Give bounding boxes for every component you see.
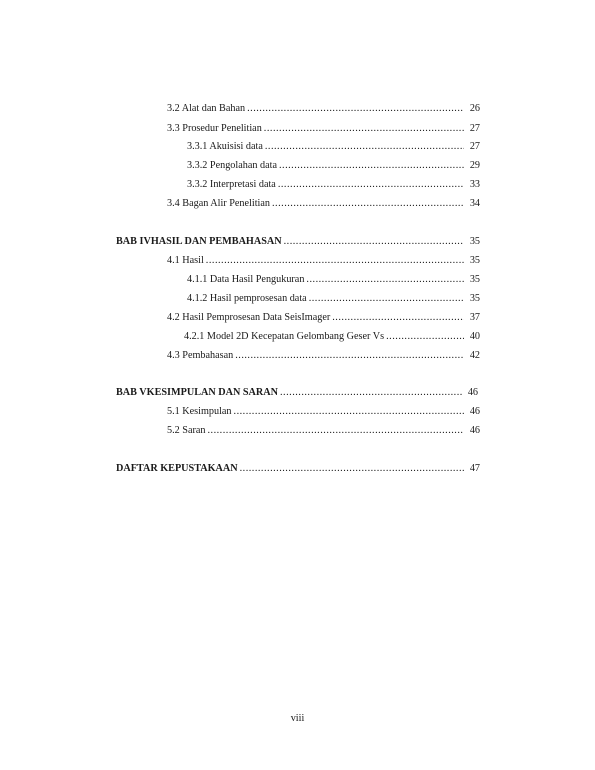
toc-entry-page: 47: [469, 463, 480, 474]
toc-entry-label: 3.3.2 Pengolahan data: [187, 160, 277, 171]
toc-entry-label: 3.3.2 Interpretasi data: [187, 179, 276, 190]
toc-entry-page: 33: [469, 179, 480, 190]
toc-entry-3-3-1[interactable]: [187, 141, 480, 153]
toc-entry-label: 5.1 Kesimpulan: [167, 406, 232, 417]
chapter-number: BAB V: [116, 387, 147, 398]
dot-leader: [206, 255, 464, 267]
toc-entry-page: 35: [469, 236, 480, 247]
toc-entry-4-2[interactable]: [167, 312, 480, 324]
toc-entry-page: 34: [469, 198, 480, 209]
toc-entry-page: 35: [469, 255, 480, 266]
chapter-number: BAB IV: [116, 236, 151, 247]
dot-leader: [332, 312, 464, 324]
toc-entry-page: 46: [469, 425, 480, 436]
toc-entry-4-1-2[interactable]: [187, 293, 480, 305]
dot-leader: [240, 463, 464, 475]
toc-entry-page: 40: [469, 331, 480, 342]
toc-chapter-bab-v[interactable]: [116, 387, 478, 399]
dot-leader: [265, 141, 464, 153]
dot-leader: [247, 103, 464, 115]
dot-leader: [264, 123, 464, 135]
toc-entry-4-3[interactable]: [167, 350, 480, 362]
chapter-title: KESIMPULAN DAN SARAN: [146, 387, 278, 398]
toc-entry-page: 37: [469, 312, 480, 323]
toc-entry-page: 29: [469, 160, 480, 171]
dot-leader: [309, 293, 464, 305]
toc-entry-page: 35: [469, 274, 480, 285]
toc-entry-page: 26: [469, 103, 480, 114]
dot-leader: [280, 387, 462, 399]
toc-entry-page: 46: [467, 387, 478, 398]
toc-entry-3-3[interactable]: [167, 123, 480, 135]
toc-entry-label: 3.3.1 Akuisisi data: [187, 141, 263, 152]
toc-entry-3-3-2-interpretasi[interactable]: [187, 179, 480, 191]
toc-entry-3-3-2-pengolahan[interactable]: [187, 160, 480, 172]
toc-entry-3-2[interactable]: [167, 103, 480, 115]
toc-entry-label: 4.1.1 Data Hasil Pengukuran: [187, 274, 305, 285]
toc-entry-label: 3.3 Prosedur Penelitian: [167, 123, 262, 134]
toc-entry-page: 42: [469, 350, 480, 361]
toc-entry-label: 4.2 Hasil Pemprosesan Data SeisImager: [167, 312, 331, 323]
toc-entry-page: 27: [469, 123, 480, 134]
toc-chapter-bab-iv[interactable]: [116, 236, 480, 248]
toc-entry-4-2-1[interactable]: [184, 331, 480, 343]
toc-entry-label: 3.4 Bagan Alir Penelitian: [167, 198, 270, 209]
dot-leader: [279, 160, 464, 172]
toc-entry-page: 27: [469, 141, 480, 152]
dot-leader: [235, 350, 464, 362]
toc-entry-label: DAFTAR KEPUSTAKAAN: [116, 463, 238, 474]
toc-entry-4-1[interactable]: [167, 255, 480, 267]
dot-leader: [278, 179, 464, 191]
dot-leader: [207, 425, 464, 437]
toc-entry-daftar-kepustakaan[interactable]: [116, 463, 480, 475]
dot-leader: [284, 236, 464, 248]
page-number: viii: [290, 713, 305, 724]
chapter-title: HASIL DAN PEMBAHASAN: [150, 236, 282, 247]
dot-leader: [272, 198, 464, 210]
toc-entry-label: 4.2.1 Model 2D Kecepatan Gelombang Geser Vs: [184, 331, 385, 342]
dot-leader: [306, 274, 464, 286]
toc-entry-5-2[interactable]: [167, 425, 480, 437]
toc-entry-4-1-1[interactable]: [187, 274, 480, 286]
toc-entry-label: 3.2 Alat dan Bahan: [167, 103, 246, 114]
dot-leader: [386, 331, 464, 343]
toc-entry-label: 5.2 Saran: [167, 425, 206, 436]
toc-entry-label: 4.3 Pembahasan: [167, 350, 234, 361]
toc-entry-5-1[interactable]: [167, 406, 480, 418]
toc-entry-3-4[interactable]: [167, 198, 480, 210]
toc-entry-page: 35: [469, 293, 480, 304]
toc-entry-page: 46: [469, 406, 480, 417]
toc-entry-label: 4.1 Hasil: [167, 255, 204, 266]
toc-entry-label: 4.1.2 Hasil pemprosesan data: [187, 293, 307, 304]
dot-leader: [234, 406, 464, 418]
